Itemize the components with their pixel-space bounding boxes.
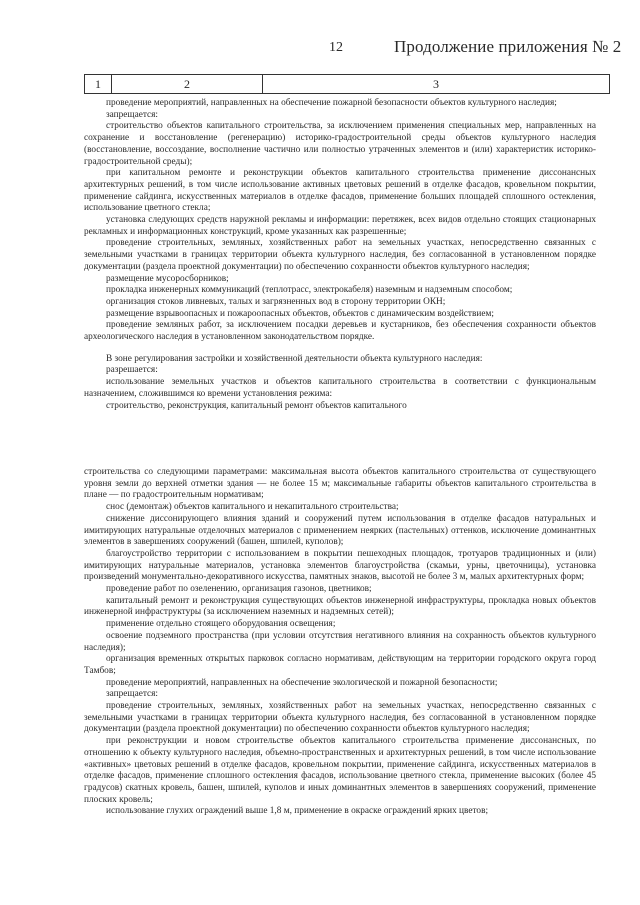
paragraph: использование земельных участков и объектов капитального строительства в соответствии с функциональным назначением, сложившимся ко времени установления режима:	[84, 377, 596, 399]
column-number-2: 2	[112, 75, 263, 94]
column-number-1: 1	[85, 75, 112, 94]
paragraph: снос (демонтаж) объектов капитального и некапитального строительства;	[106, 502, 399, 513]
paragraph: запрещается:	[106, 689, 158, 700]
paragraph: проведение строительных, земляных, хозяйственных работ на земельных участках, непосредственно связанных с земельными участками в границах территории объекта культурного наследия, без согласованной в установленном порядке документации (раздела проектной документации) по обеспечению сохранности объектов культурного наследия;	[84, 238, 596, 272]
paragraph: организация стоков ливневых, талых и загрязненных вод в сторону территории ОКН;	[106, 296, 446, 307]
paragraph: организация временных открытых парковок согласно нормативам, действующим на территории городского округа город Тамбов;	[84, 654, 596, 676]
paragraph: проведение работ по озеленению, организация газонов, цветников;	[106, 584, 372, 595]
text-block-upper	[84, 98, 596, 412]
paragraph: использование глухих ограждений выше 1,8 м, применение в окраске ограждений ярких цветов;	[106, 806, 489, 817]
paragraph: проведение мероприятий, направленных на обеспечение пожарной безопасности объектов культурного наследия;	[106, 98, 557, 108]
paragraph: при капитальном ремонте и реконструкции объектов капитального строительства применение диссонансных архитектурных решений, в том числе использование активных цветовых решений в отделке фасадов, кровельном покрытии, применение сайдинга, искусственных материалов в отделке фасадов, применение больших площадей сплошного остекления, использование цветного стекла;	[84, 168, 596, 214]
paragraph: снижение диссонирующего влияния зданий и сооружений путем использования в отделке фасадов натуральных и имитирующих натуральные отделочных материалов с применением неярких (пастельных) оттенков, исключение доминантных элементов в завершениях сооружений (башен, шпилей, куполов);	[84, 513, 596, 548]
column-number-header	[84, 74, 610, 94]
text-block-lower	[84, 467, 596, 818]
paragraph: применение отдельно стоящего оборудования освещения;	[106, 619, 336, 630]
paragraph: капитальный ремонт и реконструкция существующих объектов инженерной инфраструктуры, прокладка новых объектов инженерной инфраструктуры (за исключением наземных и надземных сетей);	[84, 595, 596, 618]
paragraph: запрещается:	[106, 109, 158, 120]
page-number: 12	[329, 40, 343, 55]
paragraph: строительство, реконструкция, капитальный ремонт объектов капитального	[106, 400, 407, 411]
paragraph: установка следующих средств наружной рекламы и информации: перетяжек, всех видов отдельно стоящих стационарных рекламных и информационных конструкций, кроме указанных как разрешенные;	[84, 215, 596, 237]
paragraph: размещение взрывоопасных и пожароопасных объектов, объектов с динамическим воздействием;	[106, 308, 494, 319]
paragraph: проведение мероприятий, направленных на обеспечение экологической и пожарной безопасности;	[106, 677, 498, 688]
paragraph: освоение подземного пространства (при условии отсутствия негативного влияния на сохранность объектов культурного наследия);	[84, 630, 596, 653]
paragraph: проведение земляных работ, за исключением посадки деревьев и кустарников, без обеспечения сохранности объектов археологического наследия в установленном законодательством порядке.	[84, 320, 596, 343]
paragraph: размещение мусоросборников;	[106, 273, 229, 284]
column-number-3: 3	[263, 75, 610, 94]
paragraph: прокладка инженерных коммуникаций (теплотрасс, электрокабеля) наземным и надземным способом;	[106, 285, 513, 296]
paragraph: при реконструкции и новом строительстве объектов капитального строительства применение диссонансных, по отношению к объекту культурного наследия, объемно-пространственных и архитектурных решений, в том числе использование «активных» цветовых решений в отделке фасадов, кровельном покрытии, применение сайдинга, искусственных материалов в отделке фасадов, применение сплошного остекления фасадов, использование цветного стекла, применение высоких (более 45 градусов) скатных кровель, башен, шпилей, куполов и иных доминантных элементов в завершениях сооружений, применение плоских кровель;	[84, 736, 596, 805]
paragraph: проведение строительных, земляных, хозяйственных работ на земельных участках, непосредственно связанных с земельными участками в границах территории объекта культурного наследия, без согласованной в установленном порядке документации (раздела проектной документации) по обеспечению сохранности объектов культурного наследия;	[84, 701, 596, 735]
paragraph: строительства со следующими параметрами: максимальная высота объектов капитального строительства от существующего уровня земли до верхней отметки здания — не более 15 м; максимальные габариты объектов капитального строительства в плане — по градостроительным нормативам;	[84, 467, 596, 501]
running-head: Продолжение приложения № 2	[394, 37, 622, 56]
paragraph: благоустройство территории с использованием в покрытии пешеходных площадок, тротуаров традиционных и (или) имитирующих натуральные материалов, установка элементов благоустройства (скамьи, урны, цветочницы), установка произведений монументально-декоративного искусства, памятных знаков, высотой не более 3 м, малых архитектурных форм;	[84, 548, 596, 583]
paragraph: строительство объектов капитального строительства, за исключением применения специальных мер, направленных на сохранение и восстановление (регенерацию) историко-градостроительной среды объектов культурного наследия (восстановление, воссоздание, восполнение частично или полностью утраченных элементов и (или) характеристик историко-градостроительной среды);	[84, 121, 596, 167]
section-heading: В зоне регулирования застройки и хозяйственной деятельности объекта культурного наследия:	[106, 353, 483, 364]
paragraph: разрешается:	[106, 365, 158, 376]
